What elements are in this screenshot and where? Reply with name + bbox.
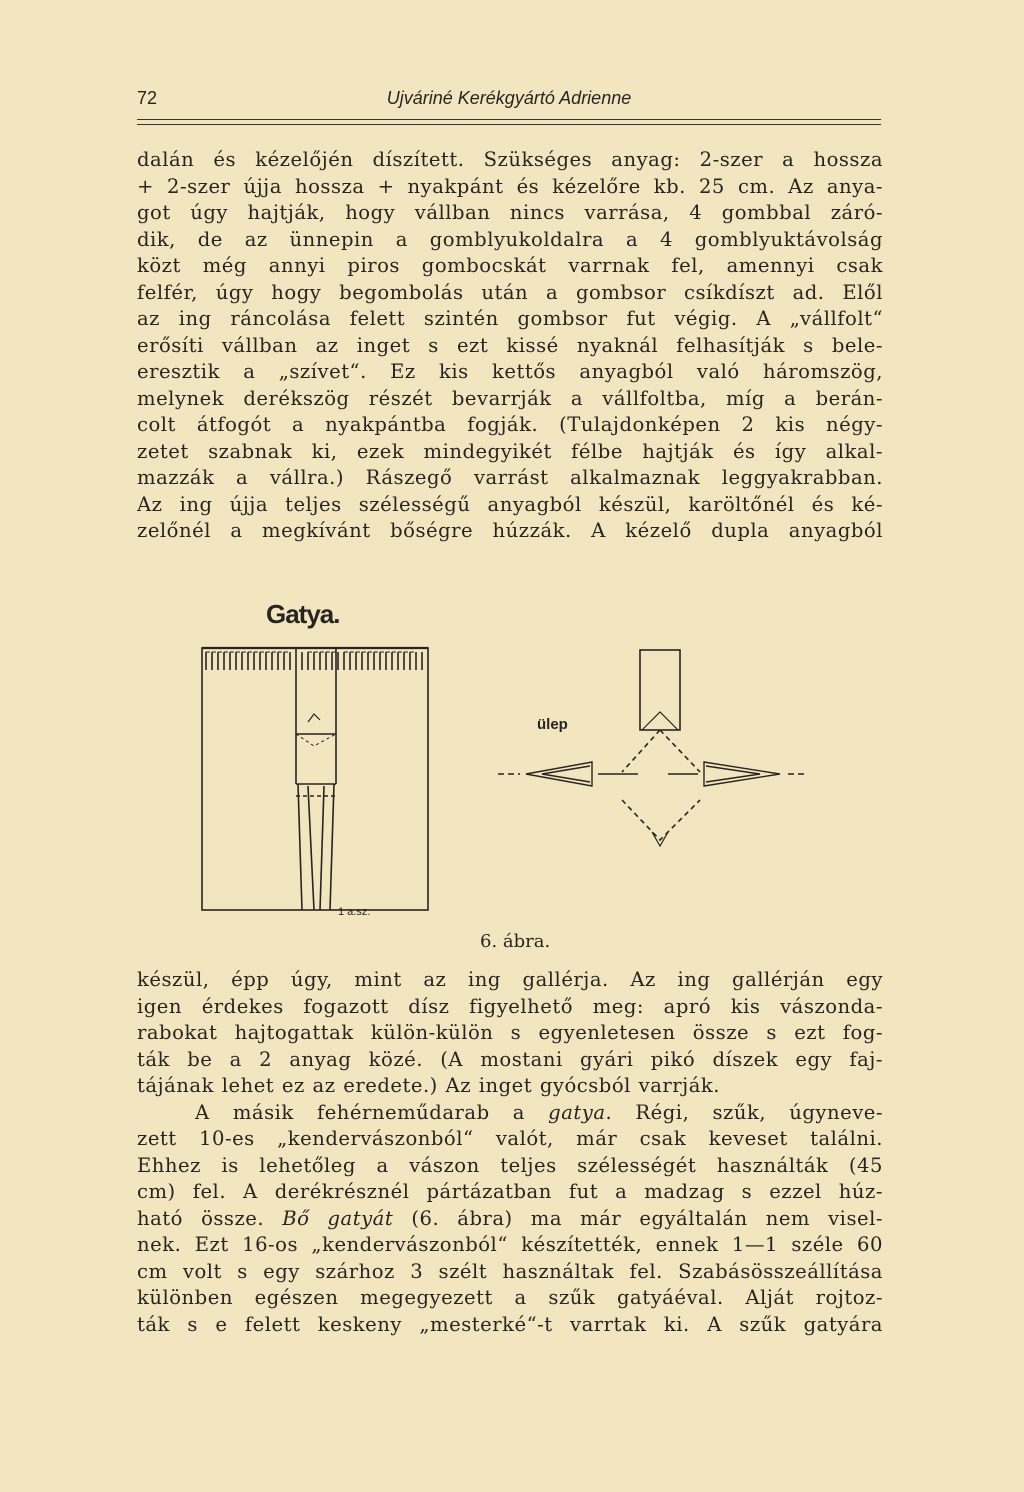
text-line — [137, 1206, 883, 1233]
text-run: . Régi, szűk, úgyneve- — [605, 1100, 883, 1124]
figure-title: Gatya. — [266, 599, 340, 629]
page-number: 72 — [137, 88, 158, 108]
label-asz: 1 a.sz. — [338, 906, 371, 918]
text-line: cm) fel. A derékrésznél pártázatban fut a madzag s ezzel húz- — [137, 1180, 883, 1203]
text-line: eresztik a „szívet“. Ez kis kettős anyagból való háromszög, — [137, 360, 883, 383]
gusset-mark — [308, 714, 320, 722]
right-wedge — [704, 762, 780, 786]
header-rule — [137, 119, 881, 125]
text-line: zetet szabnak ki, ezek mindegyikét félbe hajtják és így alkal- — [137, 439, 883, 463]
text-run: A másik fehérneműdarab a — [195, 1100, 549, 1124]
text-run: (6. ábra) ma már egyáltalán nem visel- — [393, 1206, 883, 1230]
body-text-bottom — [137, 967, 883, 1338]
page-header — [137, 88, 881, 118]
text-line: dik, de az ünnepin a gomblyukoldalra a 4 gomblyuktávolság — [137, 227, 883, 251]
figure-gatya — [190, 596, 890, 952]
text-line: közt még annyi piros gombocskát varrnak fel, amennyi csak — [137, 254, 883, 277]
text-line: nek. Ezt 16-os „kendervászonból“ készítették, ennek 1—1 széle 60 — [137, 1233, 883, 1256]
text-line: az ing ráncolása felett szintén gombsor fut végig. A „vállfolt“ — [137, 307, 883, 330]
text-line: ták s e felett keskeny „mesterké“-t varrtak ki. A szűk gatyára — [137, 1312, 883, 1336]
italic-phrase: Bő gatyát — [282, 1206, 394, 1230]
text-line: erősíti vállban az inget s ezt kissé nyaknál felhasítják s bele- — [137, 333, 883, 357]
text-line: különben egészen megegyezett a szűk gatyáéval. Alját rojtoz- — [137, 1286, 883, 1309]
pattern-outline — [202, 648, 428, 910]
text-line: Ehhez is lehetőleg a vászon teljes szélességét használták (45 — [137, 1153, 883, 1177]
text-line: ták be a 2 anyag közé. (A mostani gyári pikó díszek egy faj- — [137, 1047, 883, 1071]
text-run: ható össze. — [137, 1206, 283, 1230]
text-line: igen érdekes fogazott dísz figyelhető meg: apró kis vászonda- — [137, 994, 883, 1018]
text-line: rabokat hajtogattak külön-külön s egyenletesen össze s ezt fog- — [137, 1021, 883, 1044]
text-line: melynek derékszög részét bevarrják a vállfoltba, míg a berán- — [137, 386, 883, 410]
text-line: készül, épp úgy, mint az ing gallérja. Az ing gallérján egy — [137, 968, 883, 991]
italic-word: gatya — [548, 1100, 606, 1124]
gatya-pattern-drawing — [190, 596, 890, 926]
text-line: tájának lehet ez az eredete.) Az inget gyócsból varrják. — [137, 1074, 720, 1097]
text-line: Az ing újja teljes szélességű anyagból készül, karöltőnél és ké- — [137, 492, 883, 516]
text-line: dalán és kézelőjén díszített. Szükséges anyag: 2-szer a hossza — [137, 148, 883, 171]
text-line: zelőnél a megkívánt bőségre húzzák. A kézelő dupla anyagból — [137, 519, 883, 542]
running-head: Ujváriné Kerékgyártó Adrienne — [386, 88, 632, 108]
waistband-pleats — [206, 652, 422, 670]
gusset-rect — [640, 650, 680, 730]
text-line: mazzák a vállra.) Rászegő varrást alkalmaznak leggyakrabban. — [137, 466, 883, 489]
text-line: felfér, úgy hogy begombolás után a gombsor csíkdíszt ad. Elől — [137, 280, 883, 304]
figure-caption: 6. ábra. — [480, 931, 551, 952]
text-line: zett 10-es „kendervászonból“ valót, már csak keveset találni. — [137, 1127, 883, 1150]
text-line: + 2-szer újja hossza + nyakpánt és kézelőre kb. 25 cm. Az anya- — [137, 174, 883, 198]
text-line: colt átfogót a nyakpántba fogják. (Tulajdonképen 2 kis négy- — [137, 413, 883, 436]
text-line: cm volt s egy szárhoz 3 szélt használtak fel. Szabásösszeállítása — [137, 1259, 883, 1283]
body-text-top — [137, 147, 883, 545]
text-line: got úgy hajtják, hogy vállban nincs varrása, 4 gombbal záró- — [137, 201, 883, 224]
label-ulep: ülep — [537, 716, 568, 733]
text-line — [137, 1100, 883, 1127]
left-wedge — [526, 762, 592, 786]
